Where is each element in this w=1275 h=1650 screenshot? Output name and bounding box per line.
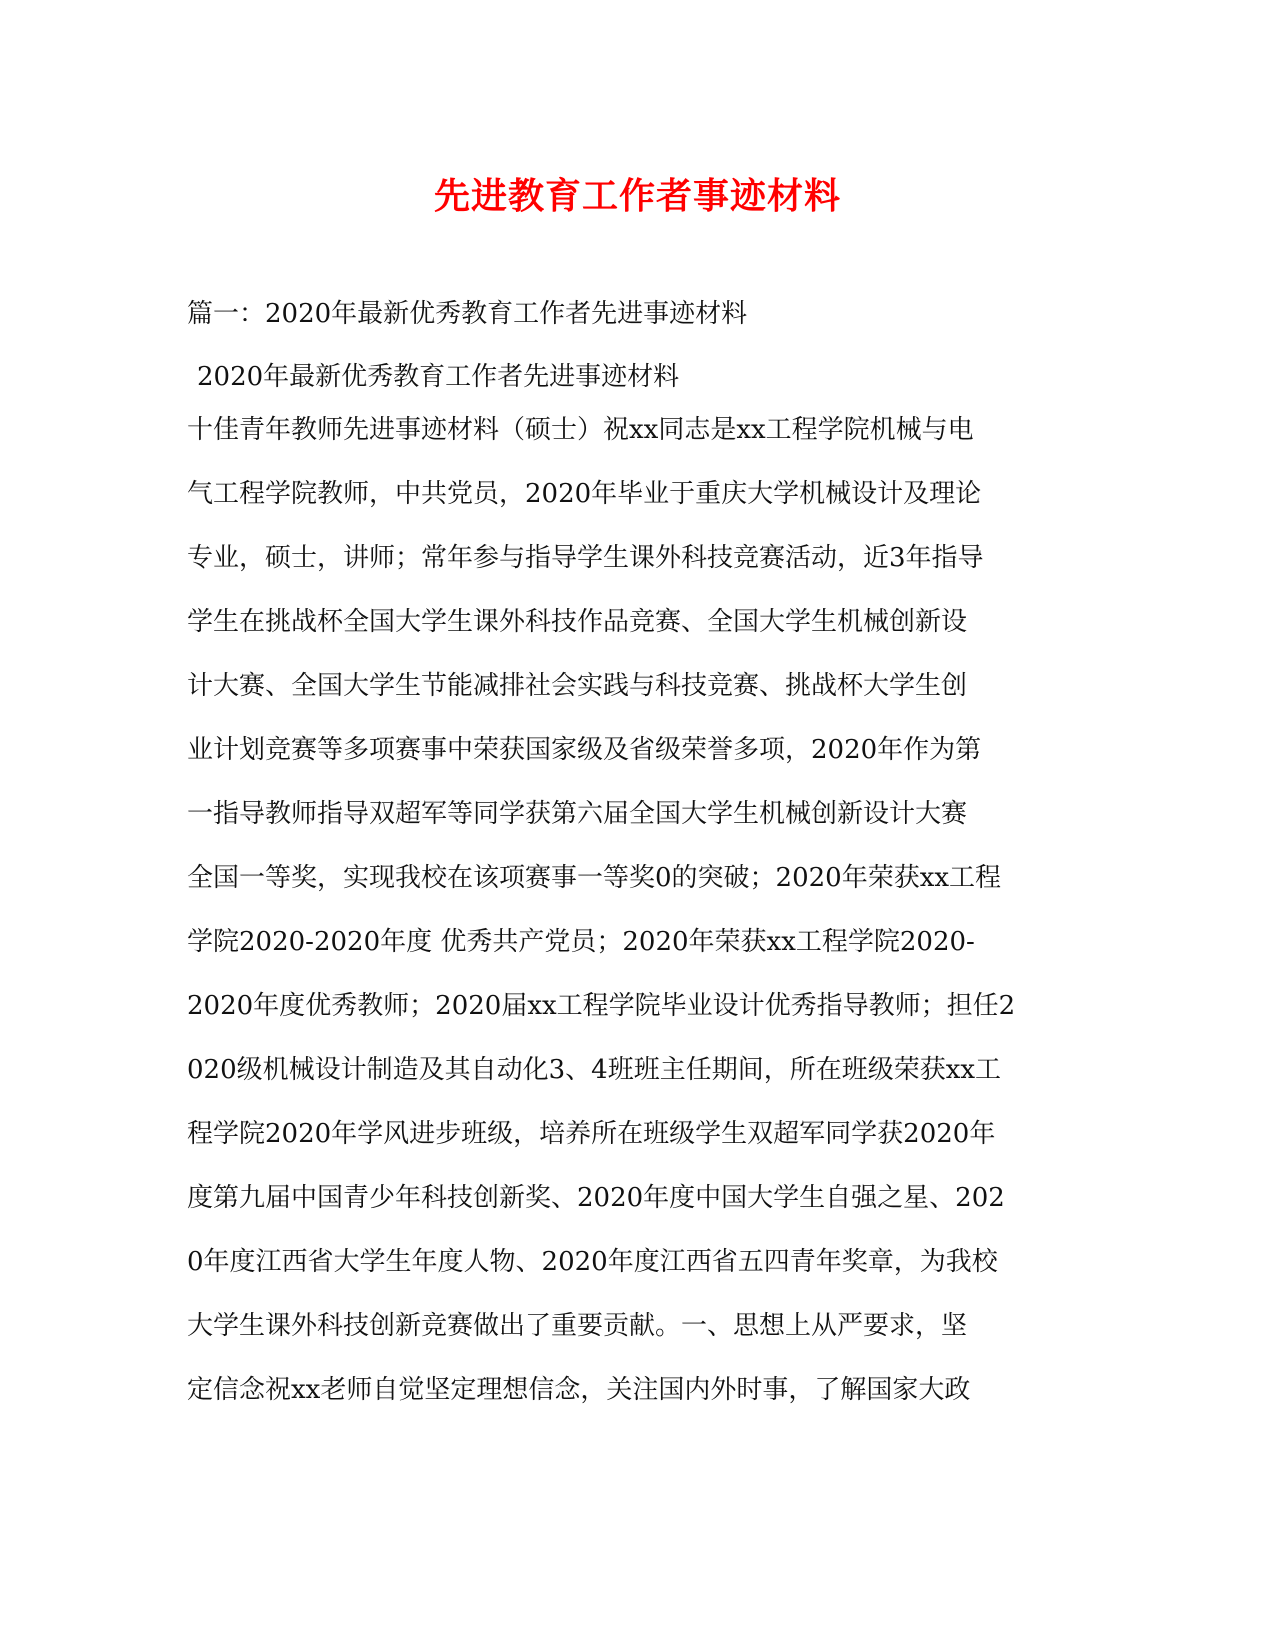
body-line: 十佳青年教师先进事迹材料（硕士）祝xx同志是xx工程学院机械与电	[187, 415, 974, 445]
body-line: 0年度江西省大学生年度人物、2020年度江西省五四青年奖章，为我校	[187, 1247, 998, 1277]
body-line: 度第九届中国青少年科技创新奖、2020年度中国大学生自强之星、202	[187, 1183, 1005, 1213]
body-paragraph	[187, 412, 1015, 1436]
body-line: 020级机械设计制造及其自动化3、4班班主任期间，所在班级荣获xx工	[187, 1055, 1002, 1085]
body-line: 大学生课外科技创新竞赛做出了重要贡献。一、思想上从严要求，坚	[187, 1311, 968, 1341]
body-line: 全国一等奖，实现我校在该项赛事一等奖0的突破；2020年荣获xx工程	[187, 863, 1002, 893]
body-line: 学院2020-2020年度 优秀共产党员；2020年荣获xx工程学院2020-	[187, 927, 975, 957]
section-heading: 篇一：2020年最新优秀教育工作者先进事迹材料	[187, 299, 748, 329]
document-title: 先进教育工作者事迹材料	[433, 175, 841, 217]
body-line: 计大赛、全国大学生节能减排社会实践与科技竞赛、挑战杯大学生创	[187, 671, 968, 701]
body-line: 专业，硕士，讲师；常年参与指导学生课外科技竞赛活动，近3年指导	[187, 543, 984, 573]
body-line: 程学院2020年学风进步班级，培养所在班级学生双超军同学获2020年	[187, 1119, 996, 1149]
body-line: 一指导教师指导双超军等同学获第六届全国大学生机械创新设计大赛	[187, 799, 968, 829]
body-line: 气工程学院教师，中共党员，2020年毕业于重庆大学机械设计及理论	[187, 479, 982, 509]
body-line: 定信念祝xx老师自觉坚定理想信念，关注国内外时事，了解国家大政	[187, 1375, 971, 1405]
body-line: 2020年度优秀教师；2020届xx工程学院毕业设计优秀指导教师；担任2	[187, 991, 1016, 1021]
sub-heading: 2020年最新优秀教育工作者先进事迹材料	[197, 362, 680, 392]
body-line: 学生在挑战杯全国大学生课外科技作品竞赛、全国大学生机械创新设	[187, 607, 968, 637]
body-line: 业计划竞赛等多项赛事中荣获国家级及省级荣誉多项，2020年作为第	[187, 735, 982, 765]
